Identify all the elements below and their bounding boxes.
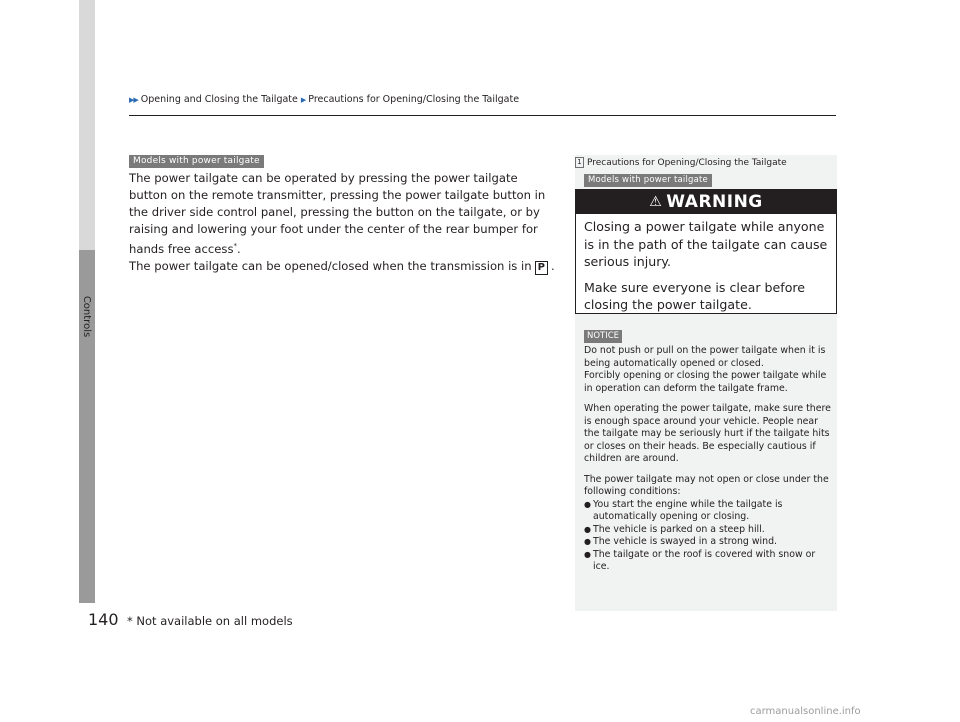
breadcrumb-subsection[interactable]: Precautions for Opening/Closing the Tailgate bbox=[308, 94, 520, 105]
breadcrumb-section[interactable]: Opening and Closing the Tailgate bbox=[140, 94, 298, 105]
paragraph-end: . bbox=[237, 241, 241, 256]
list-item: ● The tailgate or the roof is covered with snow or ice. bbox=[584, 549, 832, 574]
model-badge: Models with power tailgate bbox=[129, 155, 264, 168]
paragraph-text: The power tailgate can be opened/closed when the transmission is in bbox=[129, 258, 532, 273]
breadcrumb-arrow-icon: ▶▶ bbox=[129, 95, 138, 104]
breadcrumb-arrow-icon: ▶ bbox=[300, 95, 306, 104]
list-item: ● The vehicle is parked on a steep hill. bbox=[584, 524, 832, 537]
breadcrumb bbox=[129, 94, 519, 105]
header-rule bbox=[129, 115, 836, 116]
panel-title-text: Precautions for Opening/Closing the Tailgate bbox=[587, 157, 787, 168]
warning-box bbox=[575, 189, 837, 314]
conditions-list bbox=[584, 499, 832, 574]
warning-header bbox=[576, 189, 836, 214]
footnote-marker: * bbox=[233, 242, 237, 250]
paragraph-end: . bbox=[550, 258, 555, 273]
watermark: carmanualsonline.info bbox=[750, 706, 861, 717]
main-paragraph bbox=[129, 170, 559, 258]
panel-text bbox=[584, 345, 832, 574]
warning-text-1: Closing a power tailgate while anyone is in the path of the tailgate can cause serious injury. bbox=[584, 219, 828, 269]
conditions-intro: The power tailgate may not open or close under the following conditions: bbox=[584, 473, 829, 497]
reference-number-icon: 1 bbox=[575, 157, 584, 168]
footnote: * Not available on all models bbox=[127, 614, 293, 628]
panel-title bbox=[575, 157, 787, 168]
notice-text-1: Do not push or pull on the power tailgate when it is being automatically opened or closed. bbox=[584, 345, 826, 369]
page-number: 140 bbox=[88, 610, 119, 629]
gear-p-icon: P bbox=[535, 261, 548, 275]
notice-badge: NOTICE bbox=[584, 330, 622, 343]
space-caution-text: When operating the power tailgate, make sure there is enough space around your vehicle. People near the tailgate may be seriously hurt if the tailgate hits or closes on their heads. Be especially cautious if children are around. bbox=[584, 403, 831, 464]
warning-heading: WARNING bbox=[666, 191, 763, 212]
panel-model-badge: Models with power tailgate bbox=[584, 174, 712, 187]
warning-text bbox=[576, 214, 836, 314]
main-paragraph-2 bbox=[129, 258, 559, 275]
warning-text-2: Make sure everyone is clear before closing the power tailgate. bbox=[584, 279, 806, 312]
main-body bbox=[129, 170, 559, 275]
warning-icon: ⚠ bbox=[649, 193, 663, 210]
side-tab-top bbox=[79, 0, 95, 250]
list-item: ● You start the engine while the tailgate is automatically opening or closing. bbox=[584, 499, 832, 524]
list-item: ● The vehicle is swayed in a strong wind. bbox=[584, 536, 832, 549]
section-tab-text: Controls bbox=[81, 295, 93, 337]
section-tab-label bbox=[79, 296, 95, 336]
paragraph-text: The power tailgate can be operated by pressing the power tailgate button on the remote transmitter, pressing the power tailgate button in the driver side control panel, pressing the button on the tailgate, or by raising and lowering your foot under the center of the rear bumper for hands free access bbox=[129, 171, 546, 256]
notice-text-2: Forcibly opening or closing the power tailgate while in operation can deform the tailgate frame. bbox=[584, 370, 827, 394]
